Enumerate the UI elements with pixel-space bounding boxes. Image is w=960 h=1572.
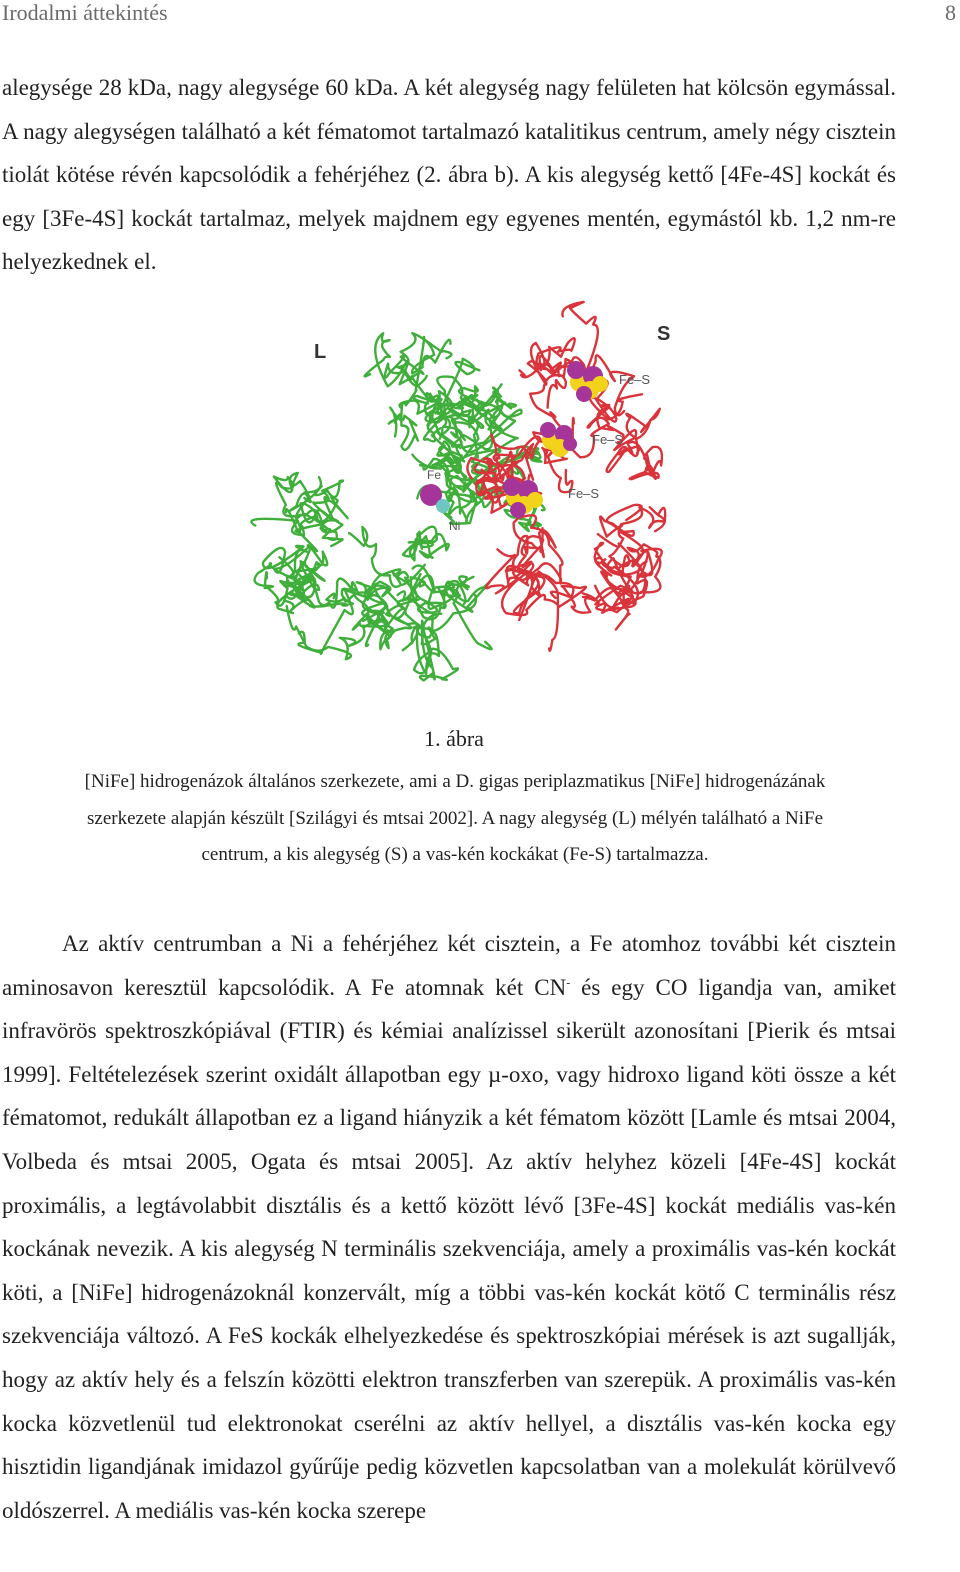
protein-structure-figure xyxy=(230,292,700,702)
paragraph-2-part-2: és egy CO ligandja van, amiket infravörös spektroszkópiával (FTIR) és kémiai analízissel sikerült azonosítani [Pierik és mtsai 1999]. Feltételezések szerint oxidált állapotban egy µ-oxo, vagy hidroxo ligand köti össze a két fématomot, redukált állapotban ez a ligand hiányzik a két fématom között [Lamle és mtsai 2004, Volbeda és mtsai 2005, Ogata és mtsai 2005]. Az aktív helyhez közeli [4Fe-4S] kockát proximális, a legtávolabbit disztális és a kettő között lévő [3Fe-4S] kockát mediális vas-kén kockának nevezik. A kis alegység N terminális szekvenciája, amely a proximális vas-kén kockát köti, a [NiFe] hidrogenázoknál konzervált, míg a többi vas-kén kockát kötő C terminális rész szekvenciája változó. A FeS kockák elhelyezkedése és spektroszkópiai mérések is azt sugallják, hogy az aktív hely és a felszín közötti elektron transzferben van szerepük. A proximális vas-kén kocka közvetlenül tud elektronokat cserélni az aktív hellyel, a disztális vas-kén kocka egy hisztidin ligandjának imidazol gyűrűje pedig közvetlen kapcsolatban van a molekulát körülvevő oldószerrel. A mediális vas-kén kocka szerepe xyxy=(2,974,896,1523)
label-fes-distal: Fe–S xyxy=(619,372,651,387)
figure-number: 1. ábra xyxy=(424,726,484,751)
small-subunit-strand-12 xyxy=(520,338,575,377)
large-subunit-strand-11 xyxy=(403,527,449,561)
label-large-subunit: L xyxy=(314,341,327,363)
small-subunit-ribbon xyxy=(467,302,665,651)
label-fes-medial: Fe–S xyxy=(592,432,624,447)
paragraph-2-part-1: Az aktív centrumban a Ni a fehérjéhez két cisztein, a Fe atomhoz további két cisztein aminosavon keresztül kapcsolódik. A Fe atomnak két CN xyxy=(2,931,896,1000)
figure-caption: [NiFe] hidrogenázok általános szerkezete, ami a D. gigas periplazmatikus [NiFe] hidrogenázának szerkezete alapján készült [Szilágyi és mtsai 2002]. A nagy alegység (L) mélyén található a NiFe centrum, a kis alegység (S) a vas-kén kockákat (Fe-S) tartalmazza. xyxy=(84,771,826,865)
ni-atom xyxy=(436,499,450,513)
running-title: Irodalmi áttekintés xyxy=(2,0,168,25)
paragraph-1: alegysége 28 kDa, nagy alegysége 60 kDa. A két alegység nagy felületen hat kölcsön egymással. A nagy alegységen található a két fématomot tartalmazó katalitikus centrum, amely négy cisztein tiolát kötése révén kapcsolódik a fehérjéhez (2. ábra b). A kis alegység kettő [4Fe-4S] kockát és egy [3Fe-4S] kockát tartalmaz, melyek majdnem egy egyenes mentén, egymástól kb. 1,2 nm-re helyezkednek el. xyxy=(2,75,896,275)
paragraph-2 xyxy=(2,922,896,1532)
label-fes-proximal: Fe–S xyxy=(568,486,600,501)
hydrogenase-ribbon-diagram xyxy=(230,292,700,702)
page-number: 8 xyxy=(945,0,956,25)
fes-cluster-proximal xyxy=(503,478,543,518)
label-ni: Ni xyxy=(449,519,461,533)
superscript-charge: - xyxy=(566,974,571,989)
page-header xyxy=(0,0,960,30)
label-small-subunit: S xyxy=(657,323,671,345)
label-fe: Fe xyxy=(427,468,442,482)
